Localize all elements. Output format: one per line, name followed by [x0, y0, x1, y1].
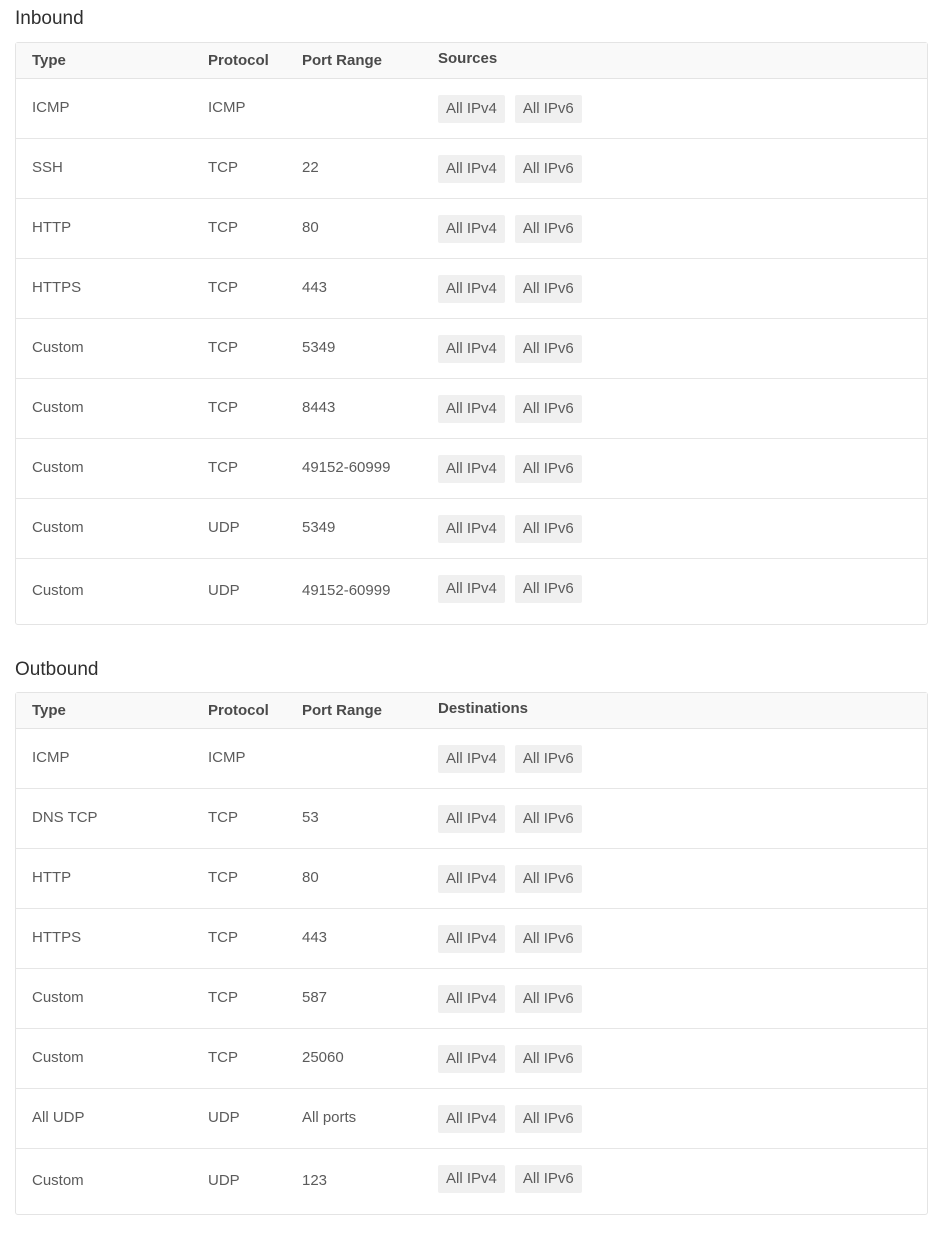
table-row	[16, 499, 927, 559]
address-tag: All IPv6	[515, 985, 582, 1013]
table-row	[16, 969, 927, 1029]
address-tag: All IPv4	[438, 155, 505, 183]
column-header-port-range: Port Range	[302, 702, 383, 719]
address-tag: All IPv6	[515, 1105, 582, 1133]
address-tag: All IPv6	[515, 745, 582, 773]
column-header-protocol: Protocol	[208, 52, 269, 69]
rule-protocol-cell: TCP	[208, 1049, 238, 1066]
rule-type-cell: Custom	[32, 339, 84, 356]
table-row	[16, 1149, 927, 1214]
rule-protocol-cell: UDP	[208, 519, 240, 536]
rule-type-cell: ICMP	[32, 749, 70, 766]
rule-port-range-cell: 8443	[302, 399, 336, 416]
rule-type-cell: HTTPS	[32, 279, 82, 296]
address-tag: All IPv4	[438, 95, 505, 123]
address-tag: All IPv6	[515, 805, 582, 833]
outbound-title: Outbound	[15, 659, 99, 680]
rule-protocol-cell: TCP	[208, 399, 238, 416]
table-row	[16, 439, 927, 499]
address-tag: All IPv6	[515, 155, 582, 183]
rule-port-range-cell: 587	[302, 989, 328, 1006]
rule-type-cell: HTTP	[32, 219, 72, 236]
address-tags	[438, 925, 582, 953]
rule-port-range-cell: 5349	[302, 519, 336, 536]
address-tag: All IPv4	[438, 745, 505, 773]
address-tags	[438, 275, 582, 303]
rule-protocol-cell: TCP	[208, 219, 238, 236]
address-tag: All IPv6	[515, 395, 582, 423]
rule-protocol-cell: UDP	[208, 1109, 240, 1126]
rule-type-cell: HTTP	[32, 869, 72, 886]
column-header-sources: Sources	[438, 50, 498, 67]
rule-type-cell: SSH	[32, 159, 63, 176]
rule-type-cell: Custom	[32, 989, 84, 1006]
address-tag: All IPv6	[515, 1165, 582, 1193]
address-tags	[438, 215, 582, 243]
rule-port-range-cell: 80	[302, 869, 319, 886]
outbound-rows	[16, 729, 927, 1214]
table-row	[16, 1089, 927, 1149]
rule-protocol-cell: TCP	[208, 809, 238, 826]
address-tag: All IPv4	[438, 575, 505, 603]
outbound-rules-table	[15, 692, 928, 1215]
address-tags	[438, 985, 582, 1013]
table-header	[16, 693, 927, 729]
rule-port-range-cell: 5349	[302, 339, 336, 356]
rule-protocol-cell: TCP	[208, 339, 238, 356]
table-row	[16, 729, 927, 789]
address-tag: All IPv6	[515, 215, 582, 243]
address-tag: All IPv4	[438, 925, 505, 953]
address-tag: All IPv4	[438, 515, 505, 543]
rule-port-range-cell: 25060	[302, 1049, 344, 1066]
address-tags	[438, 1165, 582, 1193]
address-tag: All IPv6	[515, 575, 582, 603]
rule-protocol-cell: ICMP	[208, 99, 246, 116]
table-row	[16, 909, 927, 969]
rule-protocol-cell: TCP	[208, 989, 238, 1006]
address-tags	[438, 1045, 582, 1073]
rule-type-cell: Custom	[32, 399, 84, 416]
column-header-protocol: Protocol	[208, 702, 269, 719]
rule-port-range-cell: 123	[302, 1172, 328, 1189]
rule-protocol-cell: UDP	[208, 1172, 240, 1189]
table-row	[16, 789, 927, 849]
rule-port-range-cell: 49152-60999	[302, 582, 391, 599]
column-header-type: Type	[32, 52, 66, 69]
address-tag: All IPv4	[438, 395, 505, 423]
rule-port-range-cell: 49152-60999	[302, 459, 391, 476]
address-tag: All IPv6	[515, 865, 582, 893]
rule-type-cell: Custom	[32, 1049, 84, 1066]
table-row	[16, 849, 927, 909]
address-tags	[438, 455, 582, 483]
address-tag: All IPv4	[438, 985, 505, 1013]
address-tag: All IPv4	[438, 455, 505, 483]
address-tag: All IPv4	[438, 1105, 505, 1133]
address-tags	[438, 805, 582, 833]
table-row	[16, 139, 927, 199]
table-row	[16, 1029, 927, 1089]
column-header-type: Type	[32, 702, 66, 719]
address-tags	[438, 335, 582, 363]
rule-type-cell: ICMP	[32, 99, 70, 116]
rule-port-range-cell: 80	[302, 219, 319, 236]
rule-type-cell: Custom	[32, 459, 84, 476]
rule-protocol-cell: UDP	[208, 582, 240, 599]
rule-type-cell: HTTPS	[32, 929, 82, 946]
rule-port-range-cell: 53	[302, 809, 319, 826]
address-tag: All IPv4	[438, 1045, 505, 1073]
rule-protocol-cell: ICMP	[208, 749, 246, 766]
address-tags	[438, 515, 582, 543]
rule-type-cell: All UDP	[32, 1109, 85, 1126]
table-row	[16, 319, 927, 379]
address-tags	[438, 865, 582, 893]
address-tag: All IPv6	[515, 335, 582, 363]
rule-type-cell: DNS TCP	[32, 809, 98, 826]
rule-type-cell: Custom	[32, 582, 84, 599]
address-tag: All IPv4	[438, 1165, 505, 1193]
address-tag: All IPv4	[438, 335, 505, 363]
rule-protocol-cell: TCP	[208, 929, 238, 946]
table-row	[16, 79, 927, 139]
rule-port-range-cell: 22	[302, 159, 319, 176]
table-header	[16, 43, 927, 79]
address-tags	[438, 95, 582, 123]
inbound-rows	[16, 79, 927, 624]
address-tags	[438, 155, 582, 183]
rule-type-cell: Custom	[32, 519, 84, 536]
address-tag: All IPv6	[515, 275, 582, 303]
address-tag: All IPv4	[438, 215, 505, 243]
address-tags	[438, 575, 582, 603]
rule-protocol-cell: TCP	[208, 459, 238, 476]
inbound-rules-table	[15, 42, 928, 625]
rule-port-range-cell: 443	[302, 929, 328, 946]
rule-port-range-cell: 443	[302, 279, 328, 296]
address-tag: All IPv6	[515, 1045, 582, 1073]
rule-protocol-cell: TCP	[208, 869, 238, 886]
address-tag: All IPv4	[438, 805, 505, 833]
column-header-port-range: Port Range	[302, 52, 383, 69]
table-row	[16, 259, 927, 319]
rule-type-cell: Custom	[32, 1172, 84, 1189]
column-header-destinations: Destinations	[438, 700, 529, 717]
address-tags	[438, 395, 582, 423]
table-row	[16, 199, 927, 259]
rule-protocol-cell: TCP	[208, 279, 238, 296]
address-tag: All IPv6	[515, 455, 582, 483]
address-tag: All IPv6	[515, 515, 582, 543]
table-row	[16, 559, 927, 624]
address-tags	[438, 745, 582, 773]
address-tag: All IPv4	[438, 275, 505, 303]
address-tag: All IPv6	[515, 925, 582, 953]
rule-protocol-cell: TCP	[208, 159, 238, 176]
address-tag: All IPv6	[515, 95, 582, 123]
rule-port-range-cell: All ports	[302, 1109, 357, 1126]
address-tags	[438, 1105, 582, 1133]
address-tag: All IPv4	[438, 865, 505, 893]
inbound-title: Inbound	[15, 8, 84, 29]
table-row	[16, 379, 927, 439]
